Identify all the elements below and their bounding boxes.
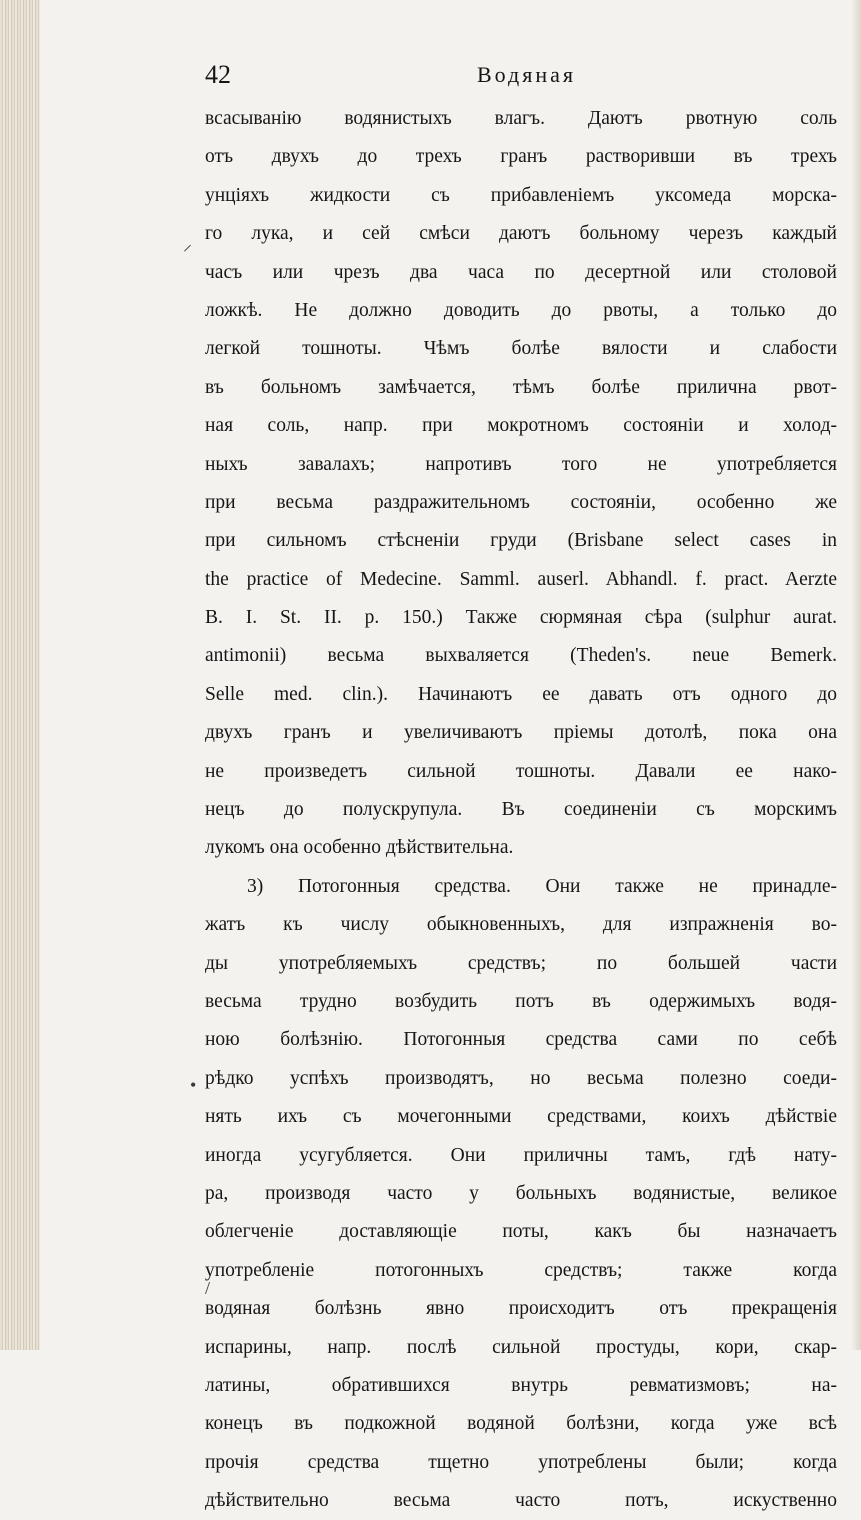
text-line: облегченіе доставляющіе поты, какъ бы назначаетъ xyxy=(205,1221,837,1243)
page-number: 42 xyxy=(205,60,231,89)
body-text xyxy=(205,100,837,1520)
text-line: всасыванію водянистыхъ влагъ. Даютъ рвотную соль xyxy=(205,108,837,129)
margin-mark: / xyxy=(205,1278,211,1298)
text-line: ды употребляемыхъ средствъ; по большей части xyxy=(205,952,837,974)
text-line: ныхъ завалахъ; напротивъ того не употребляется xyxy=(205,453,837,475)
section-heading-line: 3) Потогонныя средства. Они также не принадле- xyxy=(247,875,837,897)
page-header xyxy=(205,60,837,100)
text-line: лукомъ она особенно дѣйствительна. xyxy=(205,837,514,859)
text-line: испарины, напр. послѣ сильной простуды, кори, скар- xyxy=(205,1336,837,1358)
text-line: ра, производя часто у больныхъ водянистые, великое xyxy=(205,1182,837,1204)
text-line: ная соль, напр. при мокротномъ состояніи и холод- xyxy=(205,415,837,437)
text-line: часъ или чрезъ два часа по десертной или столовой xyxy=(205,261,837,283)
running-head: Водяная xyxy=(477,62,577,87)
text-line: унціяхъ жидкости съ прибавленіемъ уксомеда морска- xyxy=(205,184,837,206)
text-line: нять ихъ съ мочегонными средствами, коихъ дѣйствіе xyxy=(205,1106,837,1128)
text-line: Selle med. clin.). Начинаютъ ее давать отъ одного до xyxy=(205,683,837,705)
text-line: antimonii) весьма выхваляется (Theden's. neue Bemerk. xyxy=(205,645,837,667)
text-line: рѣдко успѣхъ производятъ, но весьма полезно соеди- xyxy=(205,1067,837,1089)
text-line: го лука, и сей смѣси даютъ больному черезъ каждый xyxy=(205,223,837,245)
text-line: двухъ гранъ и увеличиваютъ пріемы дотолѣ, пока она xyxy=(205,722,837,744)
text-line: употребленіе потогонныхъ средствъ; также когда xyxy=(205,1259,837,1281)
book-binding-edge xyxy=(0,0,40,1350)
text-line: легкой тошноты. Чѣмъ болѣе вялости и слабости xyxy=(205,338,837,360)
text-line: латины, обратившихся внутрь ревматизмовъ; на- xyxy=(205,1374,837,1396)
text-line: не произведетъ сильной тошноты. Давали ее нако- xyxy=(205,760,837,782)
text-line: иногда усугубляется. Они приличны тамъ, гдѣ нату- xyxy=(205,1144,837,1166)
margin-mark: • xyxy=(190,1075,197,1095)
text-line: прочія средства тщетно употреблены были; когда xyxy=(205,1451,837,1473)
text-line: жатъ къ числу обыкновенныхъ, для изпражненія во- xyxy=(205,914,837,936)
margin-mark: ⸝ xyxy=(183,234,192,254)
text-line: B. I. St. II. p. 150.) Также сюрмяная сѣра (sulphur aurat. xyxy=(205,607,837,629)
text-line: весьма трудно возбудить потъ въ одержимыхъ водя- xyxy=(205,990,837,1012)
text-line: водяная болѣзнь явно происходитъ отъ прекращенія xyxy=(205,1298,837,1320)
text-line: нецъ до полускрупула. Въ соединеніи съ морскимъ xyxy=(205,799,837,821)
text-line: при весьма раздражительномъ состояніи, особенно же xyxy=(205,491,837,513)
text-line: ложкѣ. Не должно доводить до рвоты, а только до xyxy=(205,299,837,321)
book-page xyxy=(205,60,837,1520)
text-line: въ больномъ замѣчается, тѣмъ болѣе прилична рвот- xyxy=(205,376,837,398)
page-right-edge xyxy=(851,0,861,1350)
text-line: ною болѣзнію. Потогонныя средства сами по себѣ xyxy=(205,1029,837,1051)
text-line: the practice of Medecine. Samml. auserl. Abhandl. f. pract. Aerzte xyxy=(205,568,837,590)
text-line: дѣйствительно весьма часто потъ, искуственно xyxy=(205,1490,837,1512)
text-line: отъ двухъ до трехъ гранъ растворивши въ трехъ xyxy=(205,146,837,168)
text-line: при сильномъ стѣсненіи груди (Brisbane select cases in xyxy=(205,530,837,552)
text-line: конецъ въ подкожной водяной болѣзни, когда уже всѣ xyxy=(205,1413,837,1435)
